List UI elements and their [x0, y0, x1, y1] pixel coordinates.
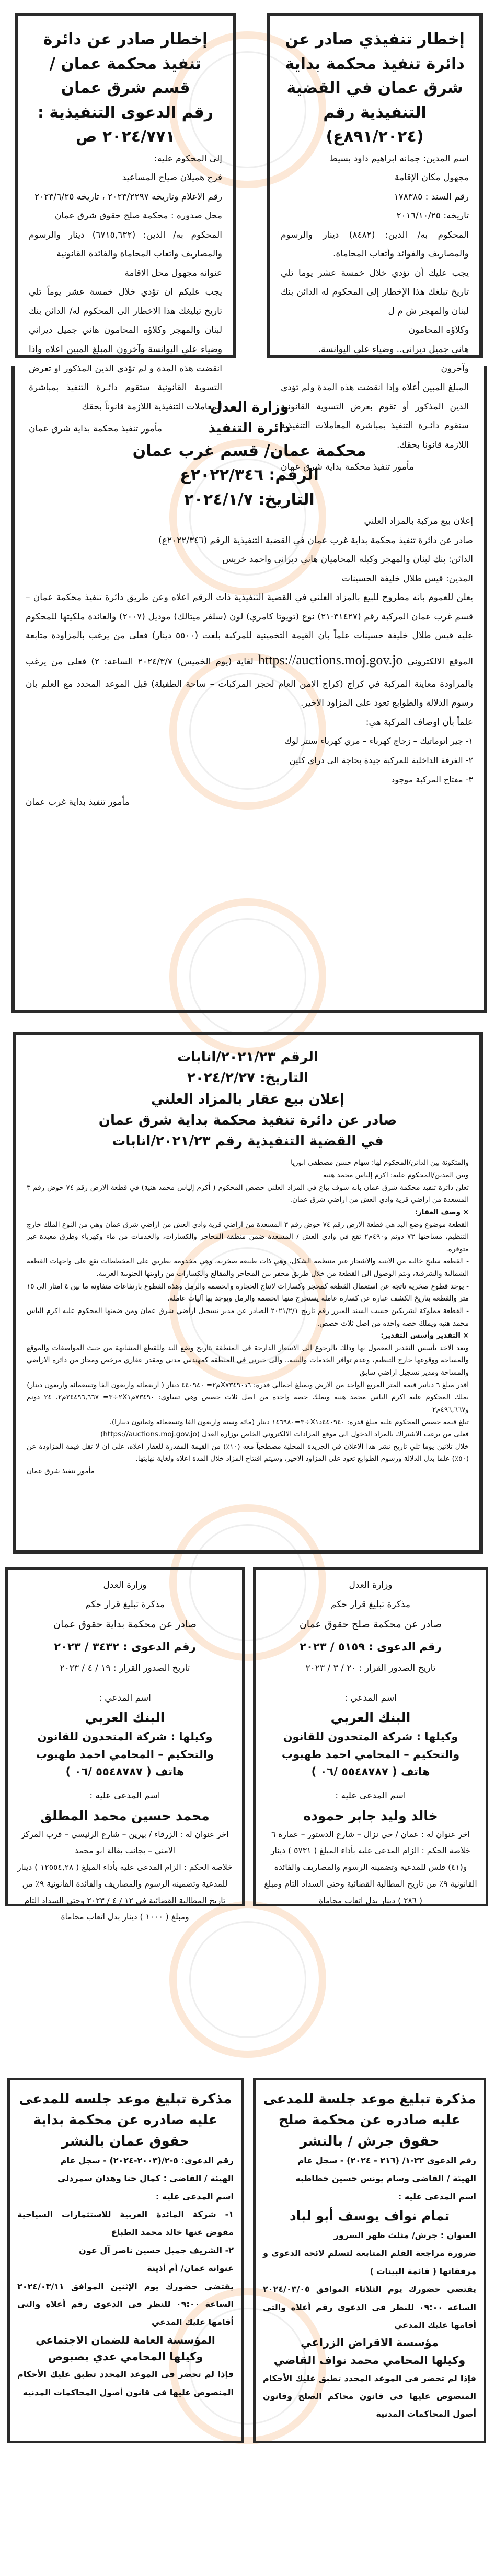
creditor: الدائن: بنك لبنان والمهجر وكيله المحاميان هاني ديراني واحمد خريس — [222, 554, 473, 565]
ref-number: الرقم ٢٠٢١/٢٣/انابات — [177, 1049, 318, 1065]
hearing-details: يقتضي حضورك يوم الإثنين الموافق ٢٠٢٤/٠٣/١١ الساعة ٠٩:٠٠ للنظر في الدعوى رقم أعلاه والتي أقامها عليك المدعي — [17, 2281, 234, 2327]
description-intro: علماً بأن اوصاف المركبة هي: — [365, 717, 473, 728]
department: دائرة التنفيذ — [208, 420, 291, 437]
property-description-label: × وصف العقار: — [415, 1208, 469, 1216]
panel: الهيئة / القاضي وسام يونس حسين خطاطبه — [295, 2173, 476, 2184]
case-label: رقم الدعوى التنفيذية : — [37, 103, 214, 122]
plaintiff-name: المؤسسة العامة للضمان الاجتماعي — [36, 2333, 215, 2346]
debtor: وبين المدين/المحكوم عليه: اكرم إلياس محمد هنية — [323, 1171, 469, 1180]
notice-execution-east-amman-771 — [15, 13, 236, 435]
phone: هاتف ( ٥٥٤٨٧٨٧ /٠٦ ) — [65, 1765, 185, 1778]
issuer: صادر عن دائرة تنفيذ محكمة بداية غرب عمان في القضية التنفيذية الرقم (٢٠٢٢/٣٤٦ع) — [158, 535, 473, 546]
defendant-address: العنوان : جرش/ مثلث ظهر السرور — [333, 2230, 476, 2241]
defendant-label: اسم المدعى عليه : — [335, 1790, 406, 1801]
case-number: رقم الدعوى ٢٢-١/ (٢١٦ - ٢٠٢٤) - سجل عام — [297, 2155, 476, 2165]
defendant-name: ١- شركة المائدة العربية للاستثمارات السياحية مفوض عنها خالد محمد الطباع — [17, 2209, 234, 2238]
recipient-label: إلى المحكوم عليه: — [154, 153, 222, 164]
ministry: وزارة العدل — [349, 1580, 393, 1590]
plaintiff-name: مؤسسة الاقراض الزراعي — [301, 2336, 439, 2349]
bond-date: تاريخه: ٢٠١٦/١٠/٢٥ — [396, 210, 469, 221]
ref-number: الرقم: ٢٠٢٢/٣٤٦ع — [180, 466, 319, 485]
defendant-label: اسم المدعى عليه : — [155, 2191, 234, 2202]
signature: مأمور تنفيذ شرق عمان — [27, 1467, 95, 1476]
debtor-name: اسم المدين: جمانه ابراهيم داود بسيط — [329, 153, 469, 164]
plaintiff-agent: وكيلها المحامي عدي بصبوص — [48, 2350, 203, 2363]
case-number: رقم الدعوى: ٥-٢/(٢٠٠٣-٢٠٢٤) - سجل عام — [60, 2155, 234, 2165]
judgment-amount: المحكوم به/ الدين: (٦٧١٥,٦٣٢) دينار والرسوم والمصاريف واتعاب المحاماة والفائدة القانونية — [29, 229, 222, 260]
plaintiff-agent: وكيلها : شركة المتحدون للقانون والتحكيم – المحامي احمد طهبوب — [281, 1730, 460, 1761]
verdict-summary: خلاصة الحكم : الزام المدعى عليه بأداء المبلغ ( ١٢٥٥٤,٢٨ ) دينار للمدعية وتضمينه الرسوم والمصاريف والفائدة القانونية ٩٪ من تاريخ المطالبة القضائية في ١٢ / ٤ / ٢٠٢٣ وحتى السداد التام ومبلغ ( ١٠٠٠ ) دينار بدل اتعاب محاماة — [17, 1863, 233, 1922]
warning: فإذا لم تحضر في الموعد المحدد تطبق عليك الأحكام المنصوص عليها في قانون أصول المحاكمات المدنيه — [17, 2369, 234, 2397]
others: وآخرون — [441, 363, 469, 374]
bond-number: رقم السند : ١٧٨٣٨٥ — [394, 191, 469, 202]
defendant-label: اسم المدعى عليه : — [398, 2191, 476, 2202]
notice-title: مذكرة تبليغ موعد جلسه للمدعى عليه صادره عن محكمة بداية حقوق عمان بالنشر — [19, 2091, 232, 2149]
notice-ref: رقم الاعلام وتاريخه ٢٠٢٣/٢٢٩٧ ، تاريخه ٢٠٢٣/٦/٢٥ — [34, 191, 222, 202]
verdict-summary: خلاصة الحكم : الزام المدعى عليه بأداء المبلغ ( ٥٧٣١ ) دينار و(٤١) فلس للمدعية وتضمينه الرسوم والمصاريف والفائدة القانونية ٩٪ من تاريخ المطالبة القضائية وحتى السداد التام ومبلغ ( ٢٨٦ ) دينار بدل اتعاب محاماة — [264, 1846, 477, 1905]
decision-date: تاريخ الصدور القرار : ١٩ / ٤ / ٢٠٢٣ — [60, 1663, 190, 1674]
plaintiff-name: البنك العربي — [85, 1710, 165, 1726]
notice-hearing-amman — [7, 2078, 244, 2443]
share-calculation: يملك المحكوم عليه اكرم الياس محمد هنية ويملك حصة واحدة من اصل ثلاث حصص وهي تساوي: ٧٣٤٩٠م٢X١÷٣= ٢٤٤٩٦,٦٦٧م٢، ٢٤ دونم و٤٩٦,٦٦٧م٢ — [27, 1393, 469, 1414]
deposit-terms: خلال ثلاثين يوما تلي تاريخ نشر هذا الاعلان في الجريدة المحلية مصطحباً معه (١٠٪) من القيمة المقدرة للعقار اعلاه، على ان لا تقل قيمة المزاودة عن (٥٠٪) علما بدل الدلالة ورسوم الطوابع تعود على المزاود الاخير، وسيتم افتتاح المزاد خلال المدة اعلاه ولغاية نهايتها. — [27, 1442, 469, 1463]
notice-date: التاريخ: ٢٠٢٤/١/٧ — [184, 490, 315, 509]
property-description: - القطعة مملوكة لشريكين حسب السند المبرز رقم تاريخ ٢٠٢١/٢/١ الصادر عن مدير تسجيل اراضي شرق عمان ومن ضمنها المحكوم عليه اكرم الياس محمد هنية ويملك حصة واحدة من اصل ثلاث حصص. — [27, 1306, 469, 1328]
participation-instruction: فعلى من يرغب الاشتراك بالمزاد الدخول الى موقع المزادات الالكتروني الخاص بوزارة العدل (https://auctions.moj.gov.jo) — [100, 1430, 469, 1439]
defendant-name: ٢- الشريف جميل حسين ناصر آل عون — [79, 2245, 234, 2255]
valuation-text: وبعد الاخذ بأسس التقدير المعمول بها وذلك بالرجوع الى الاسعار الدارجة في المنطقة بتاريخ وضع اليد وللقطع المشابهة من حيث المواصفات والموقع والمساحة ووقوعها خارج التنظيم، وعدم توافر الخدمات والبنية.. والى خبرتي في المنطقة كمهندس مدني ومقدر عقاري مرخص ومجاز من دائرة الاراضي والمساحة ومدير تسجيل اراضي سابق — [27, 1343, 469, 1377]
defendant-address: عنوانه عمان/ أم أذينة — [147, 2263, 234, 2274]
ministry: وزارة العدل — [210, 400, 289, 415]
defendant-address: اخر عنوان له : الزرقاء / بيرين – شارع الرئيسي – قرب المركز الامني – بجانب بقالة ابو محمد — [21, 1829, 229, 1856]
lawyers-label: وكلاؤه المحامون — [408, 325, 469, 336]
notice-property-auction — [13, 1032, 483, 1554]
notice-date: التاريخ: ٢٠٢٤/٢/٢٧ — [187, 1070, 309, 1086]
description-item: ٢- الغرفة الداخلية للمركبة جيدة بحاجة الى دراي كلين — [289, 755, 473, 766]
issuer: صادر عن محكمة صلح حقوق عمان — [299, 1619, 442, 1631]
lawyers-names: هاني جميل ديراني.. وضياء علي اليوانسة. — [318, 344, 469, 355]
case-number: (٨٩١/٢٠٢٤ع) — [326, 127, 424, 146]
defendant-label: اسم المدعى عليه : — [89, 1790, 160, 1801]
signature: مأمور تنفيذ بداية غرب عمان — [26, 797, 130, 807]
auction-url-link[interactable]: https://auctions.moj.gov.jo — [258, 652, 403, 668]
court: محكمة عمان/ قسم غرب عمان — [132, 441, 366, 460]
notice-title: مذكرة تبليغ قرار حكم — [85, 1599, 165, 1610]
announcement-heading: إعلان بيع عقار بالمزاد العلني — [151, 1091, 345, 1107]
notice-title: مذكرة تبليغ موعد جلسة للمدعى عليه صادره عن محكمة صلح حقوق جرش / بالنشر — [263, 2091, 476, 2149]
notice-title: مذكرة تبليغ قرار حكم — [331, 1599, 410, 1610]
ministry: وزارة العدل — [103, 1580, 147, 1590]
judgment-amount: المحكوم به/ الدين: (٨٤٨٢) دينار والرسوم والمصاريف والفوائد وأتعاب المحاماة. — [281, 229, 469, 260]
panel: الهيئة / القاضي : كمال حنا وهدان سمردلي — [57, 2173, 234, 2184]
payment-instruction: يجب عليك أن تؤدي خلال خمسة عشر يوما تلي تاريخ تبلغك هذا الإخطار إلى المحكوم له الدائن بنك لبنان والمهجر ش م ل — [281, 267, 469, 317]
defendant-name: محمد حسين محمد المطلق — [40, 1808, 210, 1823]
notice-title: إخطار صادر عن دائرة تنفيذ محكمة عمان / قسم شرق عمان — [43, 30, 208, 97]
case-number: ٢٠٢٤/٧٧١ ص — [76, 127, 175, 146]
signature: مأمور تنفيذ محكمة بداية شرق عمان — [29, 424, 162, 435]
announcement-text: تعلن دائرة تنفيذ محكمة شرق عمان بانه سوف يباع في المزاد العلني حصص المحكوم ( أكرم إلياس محمد هنية) في قطعة الارض رقم ٧٤ حوض رقم ٣ المسعدة من اراضي قرية وادي العش من اراضي شرق عمان. — [27, 1183, 469, 1204]
valuation-amount: اقدر مبلغ ٦ دنانير قيمة المتر المربع الواحد من الارض وبمبلغ اجمالي قدره: ٦دX٧٣٤٩٠م٢= ٤٤٠٩٤٠ دينار ( اربعمائة واربعون الفا وتسعمائة واربعون دينار) — [27, 1380, 469, 1389]
issuer: صادر عن دائرة تنفيذ محكمة بداية شرق عمان — [98, 1112, 397, 1128]
consequence-text: المبلغ المبين أعلاه وإذا انقضت هذه المدة ولم تؤدي الدين المذكور أو تقوم بعرض التسوية القانونية ستقوم دائـرة التنفيذ بمباشرة المعاملات التنفيذية اللازمة قانونا بحقك. — [281, 382, 469, 450]
notice-judgment-5159 — [253, 1567, 488, 1906]
case-number: في القضية التنفيذية رقم ٢٠٢١/٢٣/انابات — [112, 1133, 384, 1150]
decision-date: تاريخ الصدور القرار : ٢٠ / ٣ / ٢٠٢٣ — [305, 1663, 436, 1674]
plaintiff-name: البنك العربي — [330, 1710, 411, 1726]
phone: هاتف ( ٥٥٤٨٧٨٧ /٠٦ ) — [311, 1765, 430, 1778]
case-number: رقم الدعوى : ٥١٥٩ / ٢٠٢٣ — [300, 1640, 442, 1653]
case-number: رقم الدعوى : ٣٤٣٢ / ٢٠٢٣ — [54, 1640, 196, 1653]
address-status: عنوانه مجهول محل الاقامة — [124, 267, 222, 278]
residence-status: مجهول مكان الإقامة — [395, 172, 469, 183]
defendant-address: اخر عنوان له : عمان / حي نزال – شارع الدستور – عمارة ٦ — [271, 1829, 470, 1839]
issuing-court: محل صدوره : محكمة صلح حقوق شرق عمان — [54, 210, 222, 221]
notice-title: إخطار تنفيذي صادر عن دائرة تنفيذ محكمة بداية شرق عمان في القضية التنفيذية رقم — [285, 30, 465, 122]
notice-vehicle-auction — [11, 366, 487, 1013]
description-item: ٣- مفتاح المركبة موجود — [391, 775, 473, 785]
hearing-details: يقتضي حضورك يوم الثلاثاء الموافق ٢٠٢٤/٠٣/٠٥ الساعة ٠٩:٠٠ للنظر في الدعوى رقم أعلاه والتي أقامها عليك المدعي — [263, 2284, 477, 2331]
plaintiff-label: اسم المدعي : — [344, 1692, 397, 1703]
notice-execution-east-amman-891 — [267, 13, 483, 473]
recipient-name: فرج هميلان صياح المساعيد — [122, 172, 222, 183]
property-description: - القطعة سليخ خالية من الابنية والاشجار غير منتظمة الشكل، وهي ذات طبيعة صخرية، وهي مخدومة بطريق على المخططات تقع على واجهات القطعة الشمالية والشرقية، ويتم الوصول الى القطعة من خلال طريق محفر بين المحاجر والمقالع والكسارات من زاويتها الجنوبية الغربية. — [27, 1257, 469, 1279]
property-description: القطعة موضوع وضع اليد هي قطعة الارض رقم ٧٤ حوض رقم ٣ المسعدة من اراضي قرية وادي العش من اراضي شرق عمان وهي من النوع الملك خارج التنظيم، مساحتها ٧٣ دونم و٤٩٠م٢ تقع في وادي العش / المسعدة ضمن منطقة المحاجر والكسارات، والخدمات من ماء وكهرباء وطرق معبدة غير متوفرة. — [27, 1220, 469, 1254]
instruction: ضرورة مراجعة القلم المتابعة لتسلم لائحة الدعوى و مرفقاتها ( قائمة البينات ) — [263, 2248, 476, 2276]
plaintiff-agent: وكيلها : شركة المتحدون للقانون والتحكيم – المحامي احمد طهبوب — [36, 1730, 214, 1761]
announcement-body: يعلن للعموم بانه مطروح للبيع بالمزاد العلني في القضية التنفيذية ذات الرقم اعلاه وعن طريق دائرة تنفيذ محكمة عمان – قسم غرب عمان المركبة رقم (٣١٤٢٧-٢١) نوع (تويوتا كامري) لون (سلفر ميتالك) موديل (٢٠٠٧) والعائدة ملكيتها للمحكوم عليه قيس طلال خليفة حسينات علماً بان القيمة التخمينية للمركبة بلغت (٥٥٠٠ دينار) فعلى من يرغب بالمزاودة متابعة الموقع الالكتروني https://auctions.moj.gov.jo لغاية (يوم الخميس) ٢٠٢٤/٣/٧ الساعة: ٢) فعلى من يرغب بالمزاودة معاينة المركبة في كراج (كراج الامن العام لحجز المركبات – ساحة الطفيلة) قبل الموعد المحدد مع العلم بان رسوم الدلالة والطوابع تعود على المزاود الاخير. — [26, 592, 474, 709]
plaintiff-agent: وكيلها المحامي محمد نواف القاضي — [273, 2354, 466, 2367]
signature: مأمور تنفيذ محكمة بداية شرق عمان — [281, 462, 414, 473]
share-value: تبلغ قيمة حصص المحكوم عليه مبلغ قدره: ٤٤٠٩٤٠دX١÷٣=١٤٦٩٨٠ دينار (مائة وستة واربعون الفا وتسعمائة وثمانون دينارا). — [109, 1418, 469, 1426]
notice-hearing-jerash — [253, 2078, 486, 2443]
warning: فإذا لم تحضر في الموعد المحدد تطبق عليك الأحكام المنصوص عليها في قانون محاكم الصلح وقانون أصول المحاكمات المدنية — [263, 2373, 476, 2419]
notice-judgment-3432 — [5, 1567, 245, 1922]
defendant-name: تمام نواف يوسف أبو لباد — [289, 2208, 450, 2224]
creditor: والمتكونة بين الدائن/المحكوم لها: سهام حسن مصطفى ابوريا — [291, 1158, 469, 1167]
issuer: صادر عن محكمة بداية حقوق عمان — [53, 1619, 197, 1631]
debtor: المدين: قيس طلال خليفة الحسينات — [341, 573, 473, 584]
plaintiff-label: اسم المدعي : — [99, 1692, 151, 1703]
payment-instruction: يجب عليكم ان تؤدي خلال خمسة عشر يوماً تلي تاريخ تبليغك هذا الاخطار الى المحكوم له/ الدائن بنك لبنان والمهجر وكلاؤه المحامون هاني جميل ديراني وضياء علي اليوانسة وآخرون المبلغ المبين اعلاه واذا انقضت هذه المدة و لم تؤدي الدين المذكور او تعرض التسوية القانونية ستقوم دائـرة التنفيذ بمباشرة المعاملات التنفيذية اللازمة قانوناً بحقك — [29, 287, 222, 412]
description-item: ١- جير اتوماتيك – زجاج كهرباء – مري كهرباء سنتر لوك — [284, 736, 473, 746]
property-description: - يوجد قطوع صخرية ناتجة عن استعمال القطعة كمحجر وكسارات لانتاج الحجارة والحصمة والرمل وهذه القطوع بارتفاعات متفاوتة ما بين ٤ امتار الى ١٥ متر والقطعة بتاريخ الكشف عبارة عن كسارة عاملة يستخرج منها الحصمة والرمل ويوجد بها آليات عاملة. — [27, 1282, 469, 1303]
valuation-label: × التقدير وأسس التقدير: — [381, 1331, 469, 1340]
announcement-heading: إعلان بيع مركبة بالمزاد العلني — [364, 516, 473, 527]
defendant-name: خالد وليد جابر حموده — [303, 1808, 438, 1823]
